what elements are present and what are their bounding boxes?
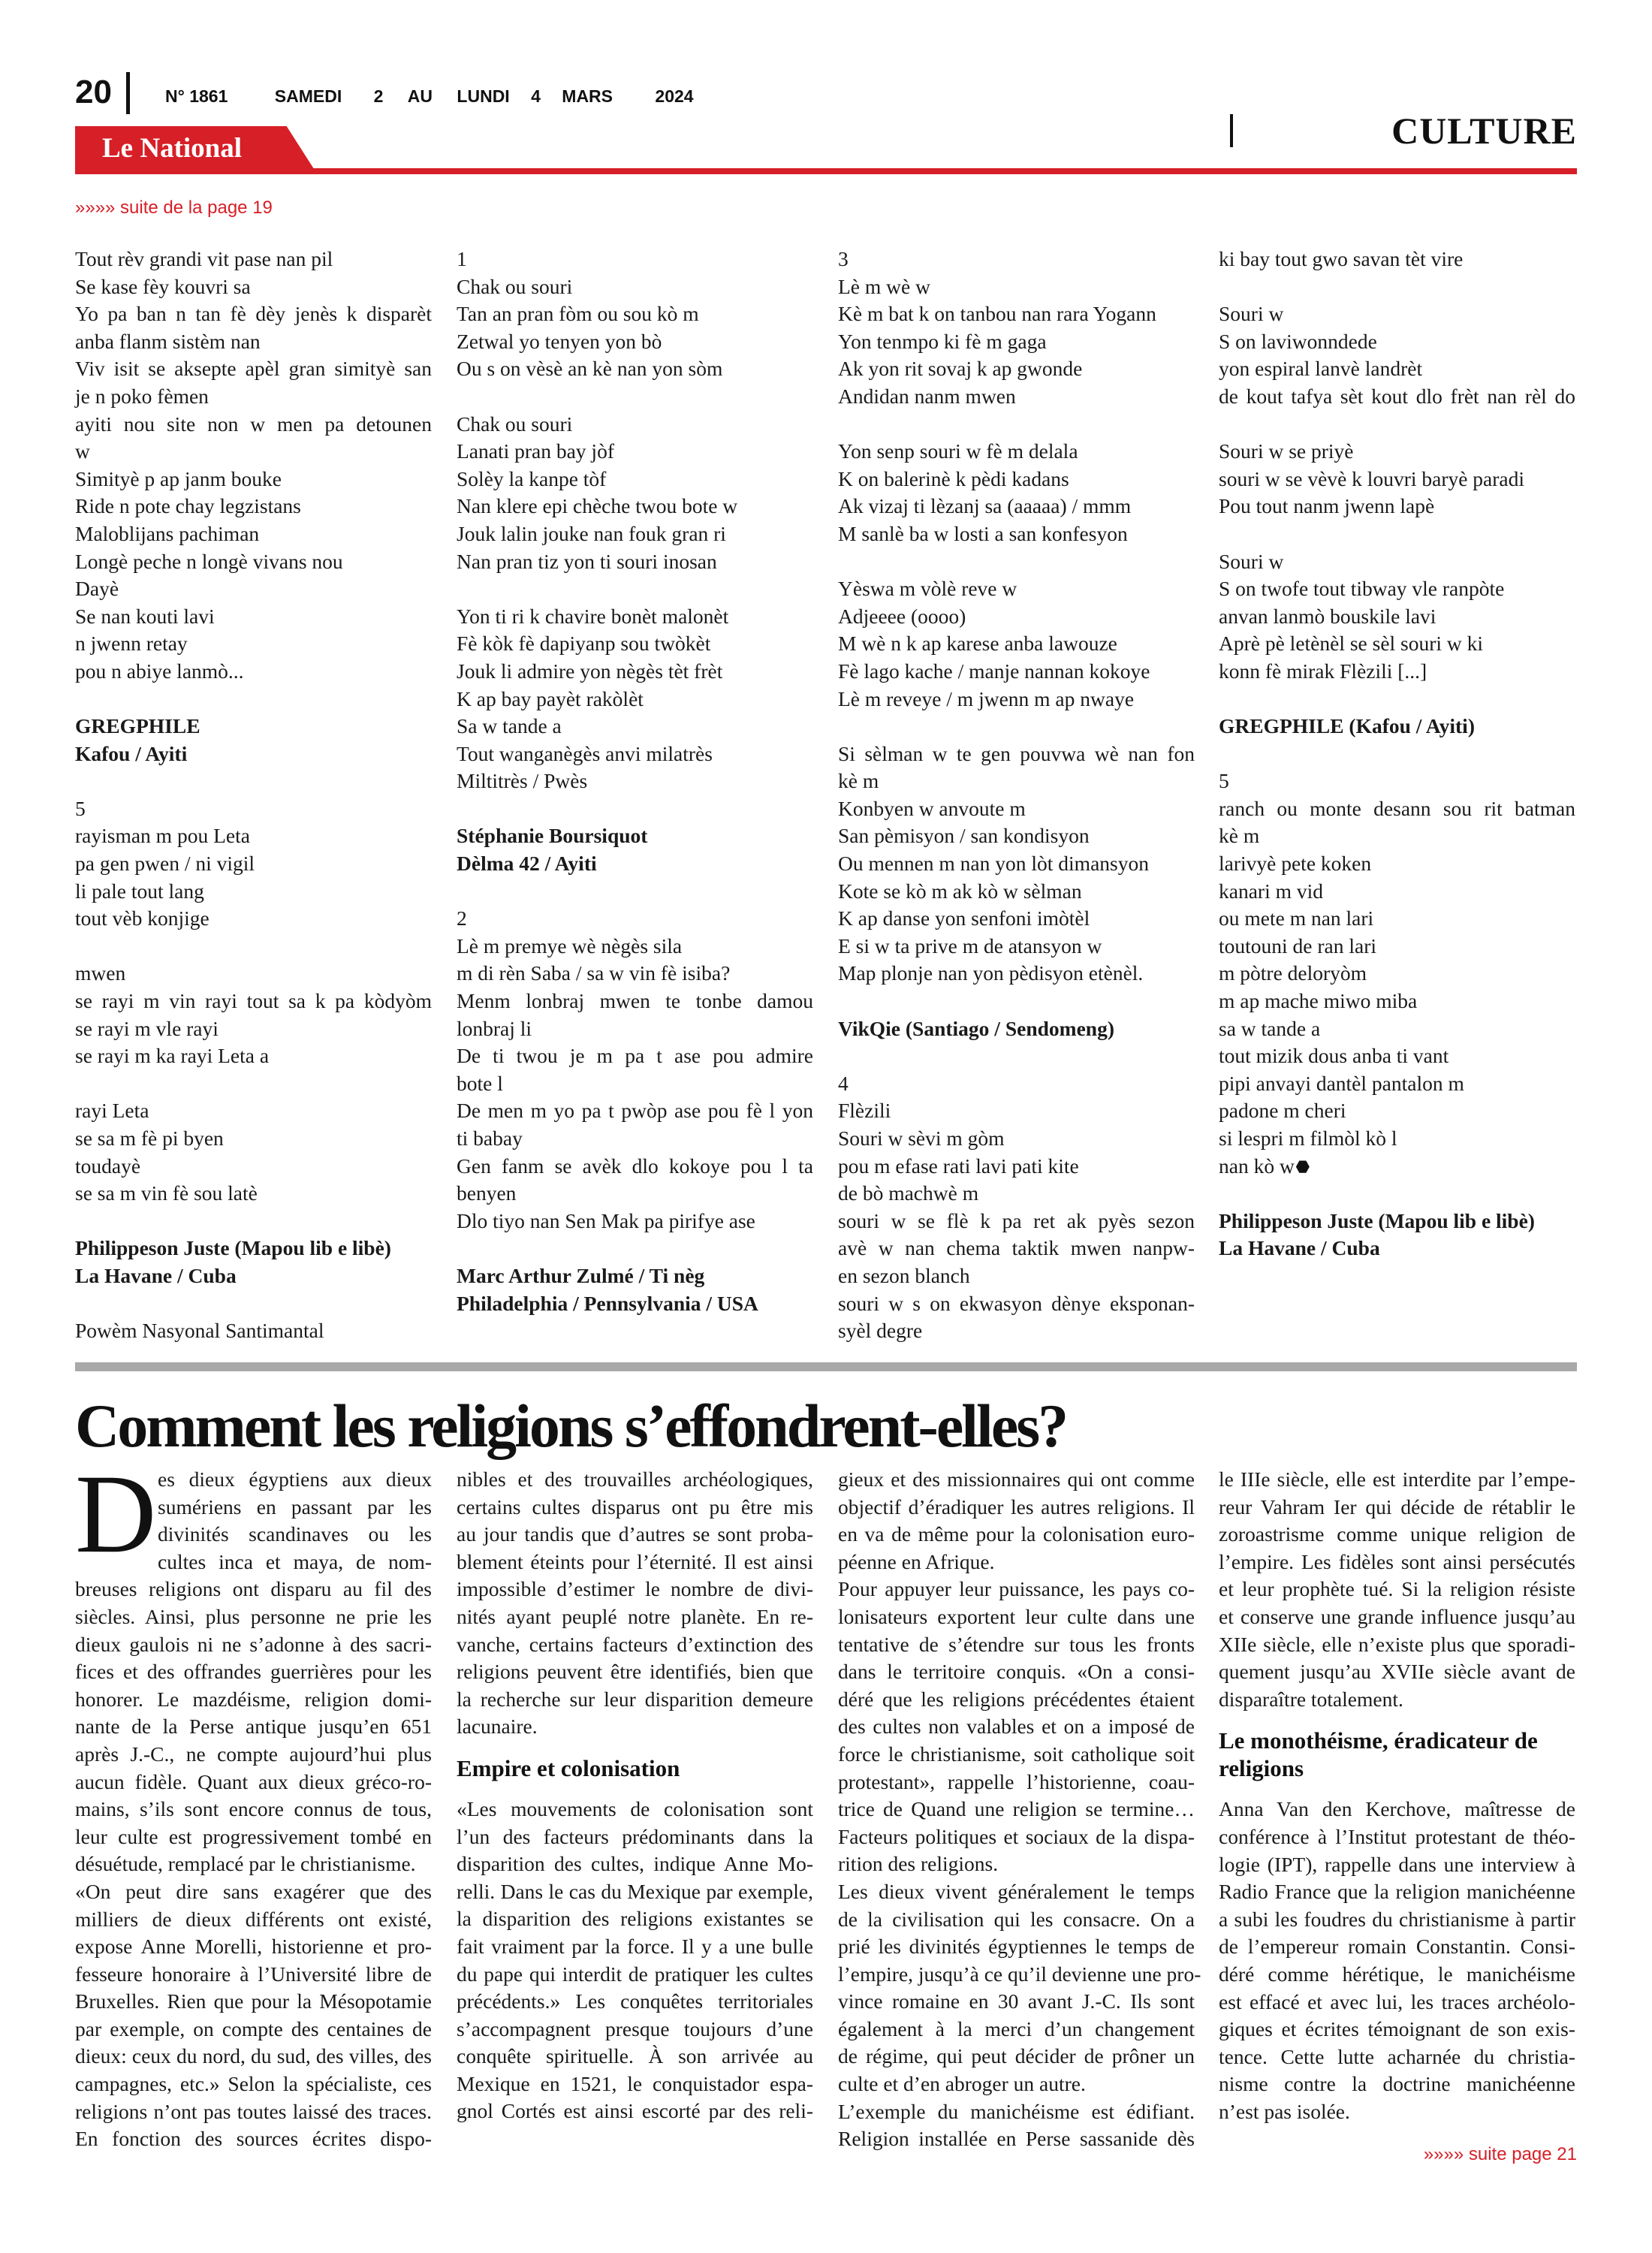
article-line: mains, s’ils sont encore connus de tous,	[75, 1797, 432, 1821]
article-line: trice de Quand une religion se termine…	[838, 1797, 1195, 1821]
article-line: objectif d’éradiquer les autres religions. Il	[838, 1494, 1195, 1519]
poem-line: tout vèb konjige	[75, 906, 210, 930]
article-line: nisme contre la doctrine manichéenne	[1219, 2072, 1575, 2096]
poem-line: se sa m fè pi byen	[75, 1126, 224, 1150]
article-line: disparition des cultes, indique Anne Mo-	[457, 1852, 813, 1876]
poem-line: Nan pran tiz yon ti souri inosan	[457, 549, 717, 573]
article-line: a subi les foudres du christianisme à partir	[1219, 1907, 1575, 1931]
poem-line: 3	[838, 247, 849, 270]
article-line: impossible d’estimer le nombre de divi-	[457, 1577, 813, 1601]
section-title: CULTURE	[1391, 110, 1577, 152]
poem-blank-line	[838, 411, 1195, 439]
article-line: expose Anne Morelli, historienne et pro-	[75, 1935, 432, 1959]
poem-blank-line	[838, 548, 1195, 576]
article-line: Religion installée en Perse sassanide dès	[838, 2127, 1195, 2151]
continued-to: »»»» suite page 21	[1423, 2144, 1577, 2164]
article-line: la disparition des religions existantes se	[457, 1907, 813, 1931]
article-line: En fonction des sources écrites dispo-	[75, 2127, 432, 2151]
issue-date-end: 4	[531, 86, 541, 106]
poem-line: Ou s on vèsè an kè nan yon sòm	[457, 357, 723, 381]
poem-line: Tout rèv grandi vit pase nan pil	[75, 247, 333, 270]
poem-line: de kout tafya sèt kout dlo frèt nan rèl do	[1219, 384, 1575, 408]
article-line: de l’empereur romain Constantin. Consi-	[1219, 1935, 1575, 1959]
poem-line: 1	[457, 247, 467, 270]
poem-line: La Havane / Cuba	[1219, 1236, 1380, 1260]
poem-line: E si w ta prive m de atansyon w	[838, 933, 1102, 958]
poem-line: konn fè mirak Flèzili [...]	[1219, 659, 1427, 683]
article-line: culte et d’en abroger un autre.	[838, 2072, 1086, 2096]
poem-blank-line	[838, 988, 1195, 1015]
poem-line: Powèm Nasyonal Santimantal	[75, 1319, 324, 1343]
poem-line: Yèswa m vòlè reve w	[838, 577, 1017, 601]
article-line: nante de la Perse antique jusqu’en 651	[75, 1715, 432, 1739]
section-divider-rule	[75, 1362, 1577, 1371]
article-line: déré que les religions précédentes étaient	[838, 1687, 1195, 1711]
article-line: zoroastrisme comme unique religion de	[1219, 1522, 1575, 1546]
article-line: cultes inca et maya, de nom-	[158, 1549, 432, 1573]
poem-line: de bò machwè m	[838, 1181, 979, 1205]
section-divider	[1230, 114, 1233, 147]
poem-line: ki bay tout gwo savan tèt vire	[1219, 247, 1464, 270]
poem-line: Yo pa ban n tan fè dèy jenès k disparèt	[75, 302, 432, 326]
poem-line: pou n abiye lanmò...	[75, 659, 244, 683]
article-line: lacunaire.	[457, 1715, 538, 1739]
poem-line: Lanati pran bay jòf	[457, 439, 614, 463]
poem-line: 5	[75, 796, 86, 820]
poem-blank-line	[1219, 686, 1575, 713]
poem-line: Solèy la kanpe tòf	[457, 466, 607, 490]
article-line: logie (IPT), rappelle dans une interview à	[1219, 1852, 1575, 1876]
poem-line: Chak ou souri	[457, 274, 573, 298]
poem-line: Tan an pran fòm ou sou kò m	[457, 302, 699, 326]
poem-blank-line	[838, 1042, 1195, 1070]
article-line: sumériens en passant par les	[158, 1494, 432, 1519]
poem-line: Ride n pote chay legzistans	[75, 494, 301, 518]
poem-line: GREGPHILE (Kafou / Ayiti)	[1219, 714, 1475, 738]
article-line: es dieux égyptiens aux dieux	[158, 1467, 432, 1491]
article-line: rition des religions.	[838, 1852, 999, 1876]
article-line: «On peut dire sans exagérer que des	[75, 1879, 432, 1903]
poem-line: S on laviwonndede	[1219, 329, 1377, 353]
article-line: leur culte est progressivement tombé en	[75, 1824, 432, 1848]
article-line: protestant», rappelle l’historienne, coau-	[838, 1769, 1195, 1793]
article-line: Radio France que la religion manichéenne	[1219, 1880, 1575, 1904]
page-number: 20	[75, 74, 112, 110]
poem-line: Ak vizaj ti lèzanj sa (aaaaa) / mmm	[838, 494, 1132, 518]
article-line: le IIIe siècle, elle est interdite par l’empe-	[1219, 1467, 1575, 1491]
article-line: blement éteints pour l’éternité. Il est ainsi	[457, 1549, 813, 1573]
article-line: breuses religions ont disparu au fil des	[75, 1577, 432, 1601]
article-line: précédents.» Les conquêtes territoriales	[457, 1989, 813, 2013]
poem-line: Yon ti ri k chavire bonèt malonèt	[457, 604, 729, 628]
article-line: conférence à l’Institut protestant de théo-	[1219, 1824, 1575, 1848]
poem-line: Pou tout nanm jwenn lapè	[1219, 494, 1435, 518]
poem-line: m di rèn Saba / sa w vin fè isiba?	[457, 961, 731, 985]
poem-blank-line	[75, 1070, 432, 1098]
poem-line: avè w nan chema taktik mwen nanpw-	[838, 1236, 1195, 1260]
article-line: milliers de dieux différents ont existé,	[75, 1907, 432, 1931]
poem-line: mwen	[75, 961, 126, 985]
article-line: gieux et des missionnaires qui ont comme	[838, 1467, 1195, 1491]
poem-line: Nan klere epi chèche twou bote w	[457, 494, 738, 518]
poem-line: San pèmisyon / san kondisyon	[838, 824, 1090, 848]
poem-line: Flèzili	[838, 1099, 891, 1123]
poem-line: toutouni de ran lari	[1219, 933, 1377, 958]
article-line: par exemple, on compte des centaines de	[75, 2016, 432, 2040]
issue-date-au: AU	[407, 86, 433, 106]
article-line: nibles et des trouvailles archéologiques,	[457, 1467, 813, 1491]
poem-blank-line	[457, 575, 813, 603]
poem-blank-line	[1219, 1180, 1575, 1208]
poem-line: Dayè	[75, 577, 119, 601]
article-line: nités ayant peuplé notre planète. En re-	[457, 1604, 813, 1628]
article-line: divinités scandinaves ou les	[158, 1522, 432, 1546]
article-line: Mexique en 1521, le conquistador espa-	[457, 2071, 813, 2095]
article-line: s’accompagnent presque toujours d’une	[457, 2016, 813, 2040]
poem-line: 4	[838, 1071, 849, 1095]
article-line: «Les mouvements de colonisation sont	[457, 1796, 813, 1820]
poem-line: Jouk lalin jouke nan fouk gran ri	[457, 521, 726, 545]
poem-line: Souri w sèvi m gòm	[838, 1126, 1005, 1150]
article-line: dans le territoire conquis. «On a consi-	[838, 1660, 1195, 1684]
poem-line: pou m efase rati lavi pati kite	[838, 1154, 1079, 1178]
article-line: vince romaine en 30 avant J.-C. Ils sont	[838, 1989, 1195, 2013]
poem-line: Se kase fèy kouvri sa	[75, 274, 251, 298]
poem-line: Menm lonbraj mwen te tonbe damou	[457, 989, 813, 1013]
article-line: quement jusqu’au XVIIe siècle avant de	[1219, 1660, 1575, 1684]
poem-blank-line	[75, 1208, 432, 1235]
poem-line: Kote se kò m ak kò w sèlman	[838, 879, 1082, 903]
poem-line: De ti twou je m pa t ase pou admire	[457, 1044, 813, 1068]
poem-line: Gen fanm se avèk dlo kokoye pou l ta	[457, 1154, 813, 1178]
poem-column-3	[838, 246, 1195, 1345]
poem-blank-line	[457, 795, 813, 823]
poem-line: m ap mache miwo miba	[1219, 989, 1418, 1013]
poem-column-4	[1219, 246, 1575, 1262]
poem-blank-line	[457, 1235, 813, 1262]
poem-line: Kafou / Ayiti	[75, 741, 188, 765]
end-mark-icon	[1296, 1160, 1310, 1174]
article-line: de régime, qui peut décider de prôner un	[838, 2044, 1195, 2068]
article-line: Facteurs politiques et sociaux de la dispa-	[838, 1824, 1195, 1848]
poem-line: Ak yon rit sovaj k ap gwonde	[838, 357, 1083, 381]
poem-line: Sa w tande a	[457, 714, 562, 738]
poem-blank-line	[75, 1290, 432, 1318]
issue-date-start: 2	[373, 86, 384, 106]
poem-line: VikQie (Santiago / Sendomeng)	[838, 1016, 1114, 1040]
poem-line: anvan lanmò bouskile lavi	[1219, 604, 1436, 628]
article-line: honorer. Le mazdéisme, religion domi-	[75, 1687, 432, 1711]
article-line: reur Vahram Ier qui décide de rétablir le	[1219, 1494, 1575, 1519]
poem-line: Si sèlman w te gen pouvwa wè nan fon	[838, 741, 1195, 765]
poem-line: souri w se flè k pa ret ak pyès sezon	[838, 1208, 1195, 1232]
issue-date-end-day: LUNDI	[457, 86, 510, 106]
poem-line: Marc Arthur Zulmé / Ti nèg	[457, 1263, 705, 1287]
poem-line: Philippeson Juste (Mapou lib e libè)	[75, 1236, 391, 1260]
article-line: désuétude, remplacé par le christianisme.	[75, 1852, 416, 1876]
article-line: aucun fidèle. Quant aux dieux gréco-ro-	[75, 1769, 432, 1793]
masthead-rule	[75, 168, 1577, 174]
poem-line: Konbyen w anvoute m	[838, 796, 1026, 820]
poem-line: Dlo tiyo nan Sen Mak pa pirifye ase	[457, 1208, 755, 1232]
poem-line: li pale tout lang	[75, 879, 204, 903]
poem-blank-line	[457, 383, 813, 411]
article-line: des cultes non valables et on a imposé de	[838, 1715, 1195, 1739]
poem-line: Souri w	[1219, 549, 1284, 573]
poem-line: ayiti nou site non w men pa detounen	[75, 412, 432, 436]
article-line: fices et des offrandes guerrières pour les	[75, 1660, 432, 1684]
poem-line: Viv isit se aksepte apèl gran simityè san	[75, 357, 432, 381]
poem-blank-line	[1219, 273, 1575, 301]
article-line: Les dieux vivent généralement le temps	[838, 1879, 1195, 1903]
poem-line: M sanlè ba w losti a san konfesyon	[838, 521, 1128, 545]
poem-line: w	[75, 439, 90, 463]
article-line: dieux gaulois ni ne s’adonne à des sacri-	[75, 1632, 432, 1656]
poem-line: GREGPHILE	[75, 714, 200, 738]
article-line: siècles. Ainsi, plus personne ne prie les	[75, 1604, 432, 1628]
article-line: force le christianisme, soit catholique soit	[838, 1742, 1195, 1766]
article-line: dieux: ceux du nord, du sud, des villes, des	[75, 2044, 432, 2068]
article-line: déré comme hérétique, le manichéisme	[1219, 1962, 1575, 1986]
poem-line: rayisman m pou Leta	[75, 824, 250, 848]
poem-line: Tout wanganègès anvi milatrès	[457, 741, 713, 765]
article-title: Comment les religions s’effondrent-elles?	[75, 1392, 1067, 1460]
poem-line: lonbraj li	[457, 1016, 532, 1040]
article-line: de la civilisation qui les consacre. On a	[838, 1907, 1195, 1931]
drop-cap: D	[75, 1452, 157, 1576]
poem-line: 2	[457, 906, 467, 930]
poem-blank-line	[1219, 520, 1575, 548]
poem-line: pipi anvayi dantèl pantalon m	[1219, 1071, 1464, 1095]
article-line: au jour tandis que d’autres se sont proba-	[457, 1522, 813, 1546]
newspaper-name: Le National	[102, 133, 243, 164]
article-line: Anna Van den Kerchove, maîtresse de	[1219, 1797, 1575, 1821]
poem-line: souri w s on ekwasyon dènye eksponan-	[838, 1291, 1195, 1315]
poem-line: Longè peche n longè vivans nou	[75, 549, 343, 573]
poem-line: Simityè p ap janm bouke	[75, 466, 282, 490]
poem-line: si lespri m filmòl kò l	[1219, 1126, 1397, 1150]
poem-line: se rayi m ka rayi Leta a	[75, 1044, 270, 1068]
article-line: et conserve une grande influence jusqu’au	[1219, 1604, 1575, 1628]
subheading-empire: Empire et colonisation	[457, 1754, 680, 1781]
poem-line: Map plonje nan yon pèdisyon etènèl.	[838, 961, 1144, 985]
poem-blank-line	[75, 933, 432, 961]
article-line: religions n’ont pas toutes laissé des traces.	[75, 2099, 432, 2123]
article-line: Pour appuyer leur puissance, les pays co-	[838, 1577, 1195, 1601]
poem-line: Maloblijans pachiman	[75, 521, 260, 545]
poem-line: 5	[1219, 769, 1229, 793]
poem-line: M wè n k ap karese anba lawouze	[838, 632, 1117, 656]
issue-info	[165, 86, 694, 107]
poem-blank-line	[838, 713, 1195, 740]
poem-line: Yon senp souri w fè m delala	[838, 439, 1078, 463]
poem-blank-line	[75, 768, 432, 795]
issue-date-day: SAMEDI	[274, 86, 342, 106]
article-line: religions peuvent être identifiés, bien que	[457, 1660, 813, 1684]
article-line: après J.-C., ne compte aujourd’hui plus	[75, 1742, 432, 1766]
article-column-2	[457, 1466, 813, 2125]
poem-line: Souri w	[1219, 302, 1284, 326]
poem-line: kanari m vid	[1219, 879, 1323, 903]
poem-line: Kè m bat k on tanbou nan rara Yogann	[838, 302, 1156, 326]
poem-line: je n poko fèmen	[75, 384, 209, 408]
article-line: campagnes, etc.» Selon la spécialiste, ces	[75, 2072, 432, 2096]
poem-line: Fè lago kache / manje nannan kokoye	[838, 659, 1150, 683]
article-line: prié les divinités égyptiennes le temps de	[838, 1935, 1195, 1959]
article-line: l’empire, jusqu’à ce qu’il devienne une pro-	[838, 1962, 1201, 1986]
poem-line: se rayi m vin rayi tout sa k pa kòdyòm	[75, 989, 432, 1013]
poem-line: Chak ou souri	[457, 412, 573, 436]
poem-line: n jwenn retay	[75, 632, 188, 656]
poem-line: Philadelphia / Pennsylvania / USA	[457, 1291, 758, 1315]
poem-line: Lè m wè w	[838, 274, 930, 298]
poem-line: anba flanm sistèm nan	[75, 329, 261, 353]
poem-line: Souri w se priyè	[1219, 439, 1354, 463]
poem-line: yon espiral lanvè landrèt	[1219, 357, 1423, 381]
article-line: et leur prophète tué. Si la religion résiste	[1219, 1577, 1575, 1601]
article-line: giques et écrites témoignant de son exis-	[1219, 2017, 1575, 2041]
poem-line: kè m	[1219, 824, 1260, 848]
poem-line: Yon tenmpo ki fè m gaga	[838, 329, 1047, 353]
poem-line: tout mizik dous anba ti vant	[1219, 1044, 1449, 1068]
issue-number: N° 1861	[165, 86, 228, 106]
issue-date-year: 2024	[655, 86, 694, 106]
poem-blank-line	[1219, 411, 1575, 439]
poem-line: benyen	[457, 1181, 517, 1205]
article-line: l’un des facteurs prédominants dans la	[457, 1824, 813, 1848]
article-line: est effacé et avec lui, les traces archéolo-	[1219, 1989, 1575, 2013]
poem-line: Dèlma 42 / Ayiti	[457, 852, 597, 876]
poem-line: De men m yo pa t pwòp ase pou fè l yon	[457, 1099, 813, 1123]
poem-line: Jouk li admire yon nègès tèt frèt	[457, 659, 723, 683]
poem-line: toudayè	[75, 1154, 141, 1178]
poem-line: S on twofe tout tibway vle ranpòte	[1219, 577, 1505, 601]
article-line: conquête spirituelle. À son arrivée au	[457, 2044, 813, 2068]
article-line: lonisateurs exportent leur culte dans une	[838, 1604, 1195, 1628]
poem-blank-line	[1219, 740, 1575, 768]
poem-line: K ap bay payèt rakòlèt	[457, 686, 644, 710]
article-line: gnol Cortés est ainsi escorté par des reli-	[457, 2099, 813, 2123]
issue-date-month: MARS	[562, 86, 613, 106]
poem-line: Fè kòk fè dapiyanp sou twòkèt	[457, 632, 711, 656]
poem-line: Lè m reveye / m jwenn m ap nwaye	[838, 686, 1135, 710]
poem-line: Philippeson Juste (Mapou lib e libè)	[1219, 1208, 1535, 1232]
article-line: vanche, certains facteurs d’extinction des	[457, 1632, 813, 1656]
poem-line: rayi Leta	[75, 1099, 149, 1123]
article-line: tentative de s’étendre sur tous les fronts	[838, 1632, 1195, 1656]
poem-line: Adjeeee (oooo)	[838, 604, 966, 628]
poem-line: en sezon blanch	[838, 1263, 970, 1287]
poem-line: Andidan nanm mwen	[838, 384, 1016, 408]
article-column-4	[1219, 1466, 1575, 2125]
poem-line: larivyè pete koken	[1219, 852, 1372, 876]
poem-blank-line	[457, 878, 813, 906]
poem-line: se sa m vin fè sou latè	[75, 1181, 258, 1205]
poem-line: Zetwal yo tenyen yon bò	[457, 329, 662, 353]
poem-line: Lè m premye wè nègès sila	[457, 933, 683, 958]
article-line: n’est pas isolée.	[1219, 2099, 1350, 2123]
article-line: également à la merci d’un changement	[838, 2016, 1195, 2040]
article-line: du pape qui interdit de pratiquer les cultes	[457, 1962, 813, 1986]
article-line: fait vraiment par la force. Il y a une bulle	[457, 1934, 813, 1958]
poem-line: souri w se vèvè k louvri baryè paradi	[1219, 466, 1525, 490]
article-line: Bruxelles. Rien que pour la Mésopotamie	[75, 1989, 432, 2013]
article-line: certains cultes disparus ont pu être mis	[457, 1494, 813, 1519]
article-column-3	[838, 1466, 1201, 2153]
poem-line: ti babay	[457, 1126, 523, 1150]
poem-line: pa gen pwen / ni vigil	[75, 852, 255, 876]
article-line: L’exemple du manichéisme est édifiant.	[838, 2099, 1195, 2123]
poem-line: sa w tande a	[1219, 1016, 1321, 1040]
poem-line: padone m cheri	[1219, 1099, 1346, 1123]
poem-column-1	[75, 246, 432, 1345]
poem-line: La Havane / Cuba	[75, 1263, 237, 1287]
poem-line: Aprè pè letènèl se sèl souri w ki	[1219, 632, 1484, 656]
article-line: fesseure honoraire à l’Université libre de	[75, 1962, 432, 1986]
continued-from: »»»» suite de la page 19	[75, 198, 273, 218]
poem-line: K ap danse yon senfoni imòtèl	[838, 906, 1090, 930]
article-line: la recherche sur leur disparition demeure	[457, 1687, 813, 1711]
poem-blank-line	[75, 686, 432, 713]
poem-line: syèl degre	[838, 1319, 923, 1343]
article-line: XIIe siècle, elle n’existe plus que sporadi-	[1219, 1632, 1575, 1656]
article-line: disparaître totalement.	[1219, 1687, 1403, 1711]
poem-line: K on balerinè k pèdi kadans	[838, 466, 1069, 490]
poem-line: Se nan kouti lavi	[75, 604, 215, 628]
poem-line: Stéphanie Boursiquot	[457, 824, 648, 848]
article-line: relli. Dans le cas du Mexique par exemple,	[457, 1879, 813, 1903]
poem-line: Miltitrès / Pwès	[457, 769, 588, 793]
poem-line: se rayi m vle rayi	[75, 1016, 219, 1040]
poem-column-2	[457, 246, 813, 1317]
article-column-1	[75, 1466, 432, 2153]
article-line: l’empire. Les fidèles sont ainsi persécutés	[1219, 1549, 1575, 1573]
poem-line: ranch ou monte desann sou rit batman	[1219, 796, 1575, 820]
article-line: péenne en Afrique.	[838, 1549, 995, 1573]
page-number-divider	[126, 72, 130, 114]
poem-line: nan kò w	[1219, 1153, 1575, 1181]
subheading-monotheism: Le monothéisme, éradicateur de religions	[1219, 1727, 1538, 1782]
poem-line: Ou mennen m nan yon lòt dimansyon	[838, 852, 1149, 876]
article-line: en va de même pour la colonisation euro-	[838, 1522, 1195, 1546]
poem-line: bote l	[457, 1071, 503, 1095]
poem-line: m pòtre deloryòm	[1219, 961, 1367, 985]
poem-line: ou mete m nan lari	[1219, 906, 1374, 930]
poem-line: kè m	[838, 769, 879, 793]
article-line: tence. Cette lutte acharnée du christia-	[1219, 2044, 1575, 2068]
